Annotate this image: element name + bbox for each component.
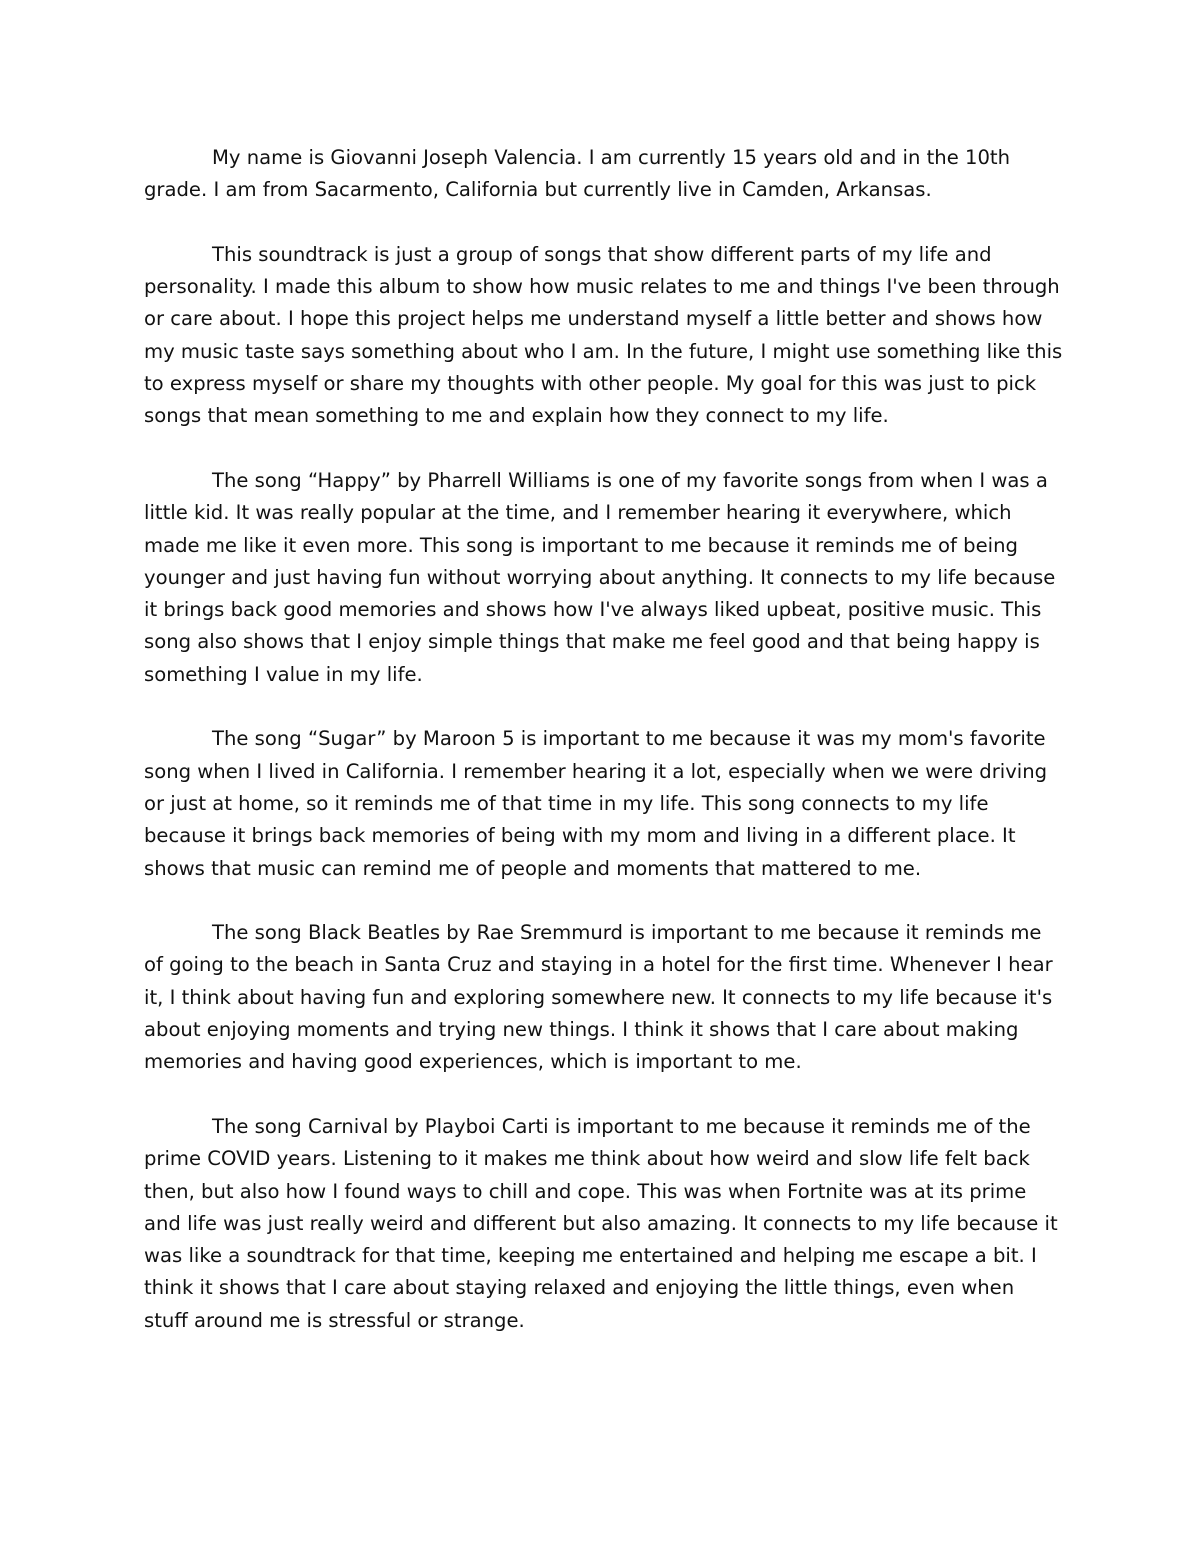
paragraph-song-black-beatles: The song Black Beatles by Rae Sremmurd is important to me because it reminds me of going to the beach in Santa Cruz and staying in a hotel for the first time. Whenever I hear it, I think about having fun and exploring somewhere new. It connects to my life because it's about enjoying moments and trying new things. I think it shows that I care about making memories and having good experiences, which is important to me. bbox=[144, 921, 1053, 1074]
document-page bbox=[144, 142, 1064, 1337]
paragraph-soundtrack-purpose: This soundtrack is just a group of songs that show different parts of my life and personality. I made this album to show how music relates to me and things I've been through or care about. I hope this project helps me understand myself a little better and shows how my music taste says something about who I am. In the future, I might use something like this to express myself or share my thoughts with other people. My goal for this was just to pick songs that mean something to me and explain how they connect to my life. bbox=[144, 242, 1063, 428]
paragraph-song-sugar: The song “Sugar” by Maroon 5 is important to me because it was my mom's favorite song when I lived in California. I remember hearing it a lot, especially when we were driving or just at home, so it reminds me of that time in my life. This song connects to my life because it brings back memories of being with my mom and living in a different place. It shows that music can remind me of people and moments that mattered to me. bbox=[144, 727, 1048, 880]
paragraph-song-carnival: The song Carnival by Playboi Carti is important to me because it reminds me of the prime COVID years. Listening to it makes me think about how weird and slow life felt back then, but also how I found ways to chill and cope. This was when Fortnite was at its prime and life was just really weird and different but also amazing. It connects to my life because it was like a soundtrack for that time, keeping me entertained and helping me escape a bit. I think it shows that I care about staying relaxed and enjoying the little things, even when stuff around me is stressful or strange. bbox=[144, 1114, 1058, 1332]
paragraph-introduction: My name is Giovanni Joseph Valencia. I am currently 15 years old and in the 10th grade. I am from Sacarmento, California but currently live in Camden, Arkansas. bbox=[144, 146, 1011, 202]
paragraph-song-happy: The song “Happy” by Pharrell Williams is one of my favorite songs from when I was a little kid. It was really popular at the time, and I remember hearing it everywhere, which made me like it even more. This song is important to me because it reminds me of being younger and just having fun without worrying about anything. It connects to my life because it brings back good memories and shows how I've always liked upbeat, positive music. This song also shows that I enjoy simple things that make me feel good and that being happy is something I value in my life. bbox=[144, 468, 1056, 686]
